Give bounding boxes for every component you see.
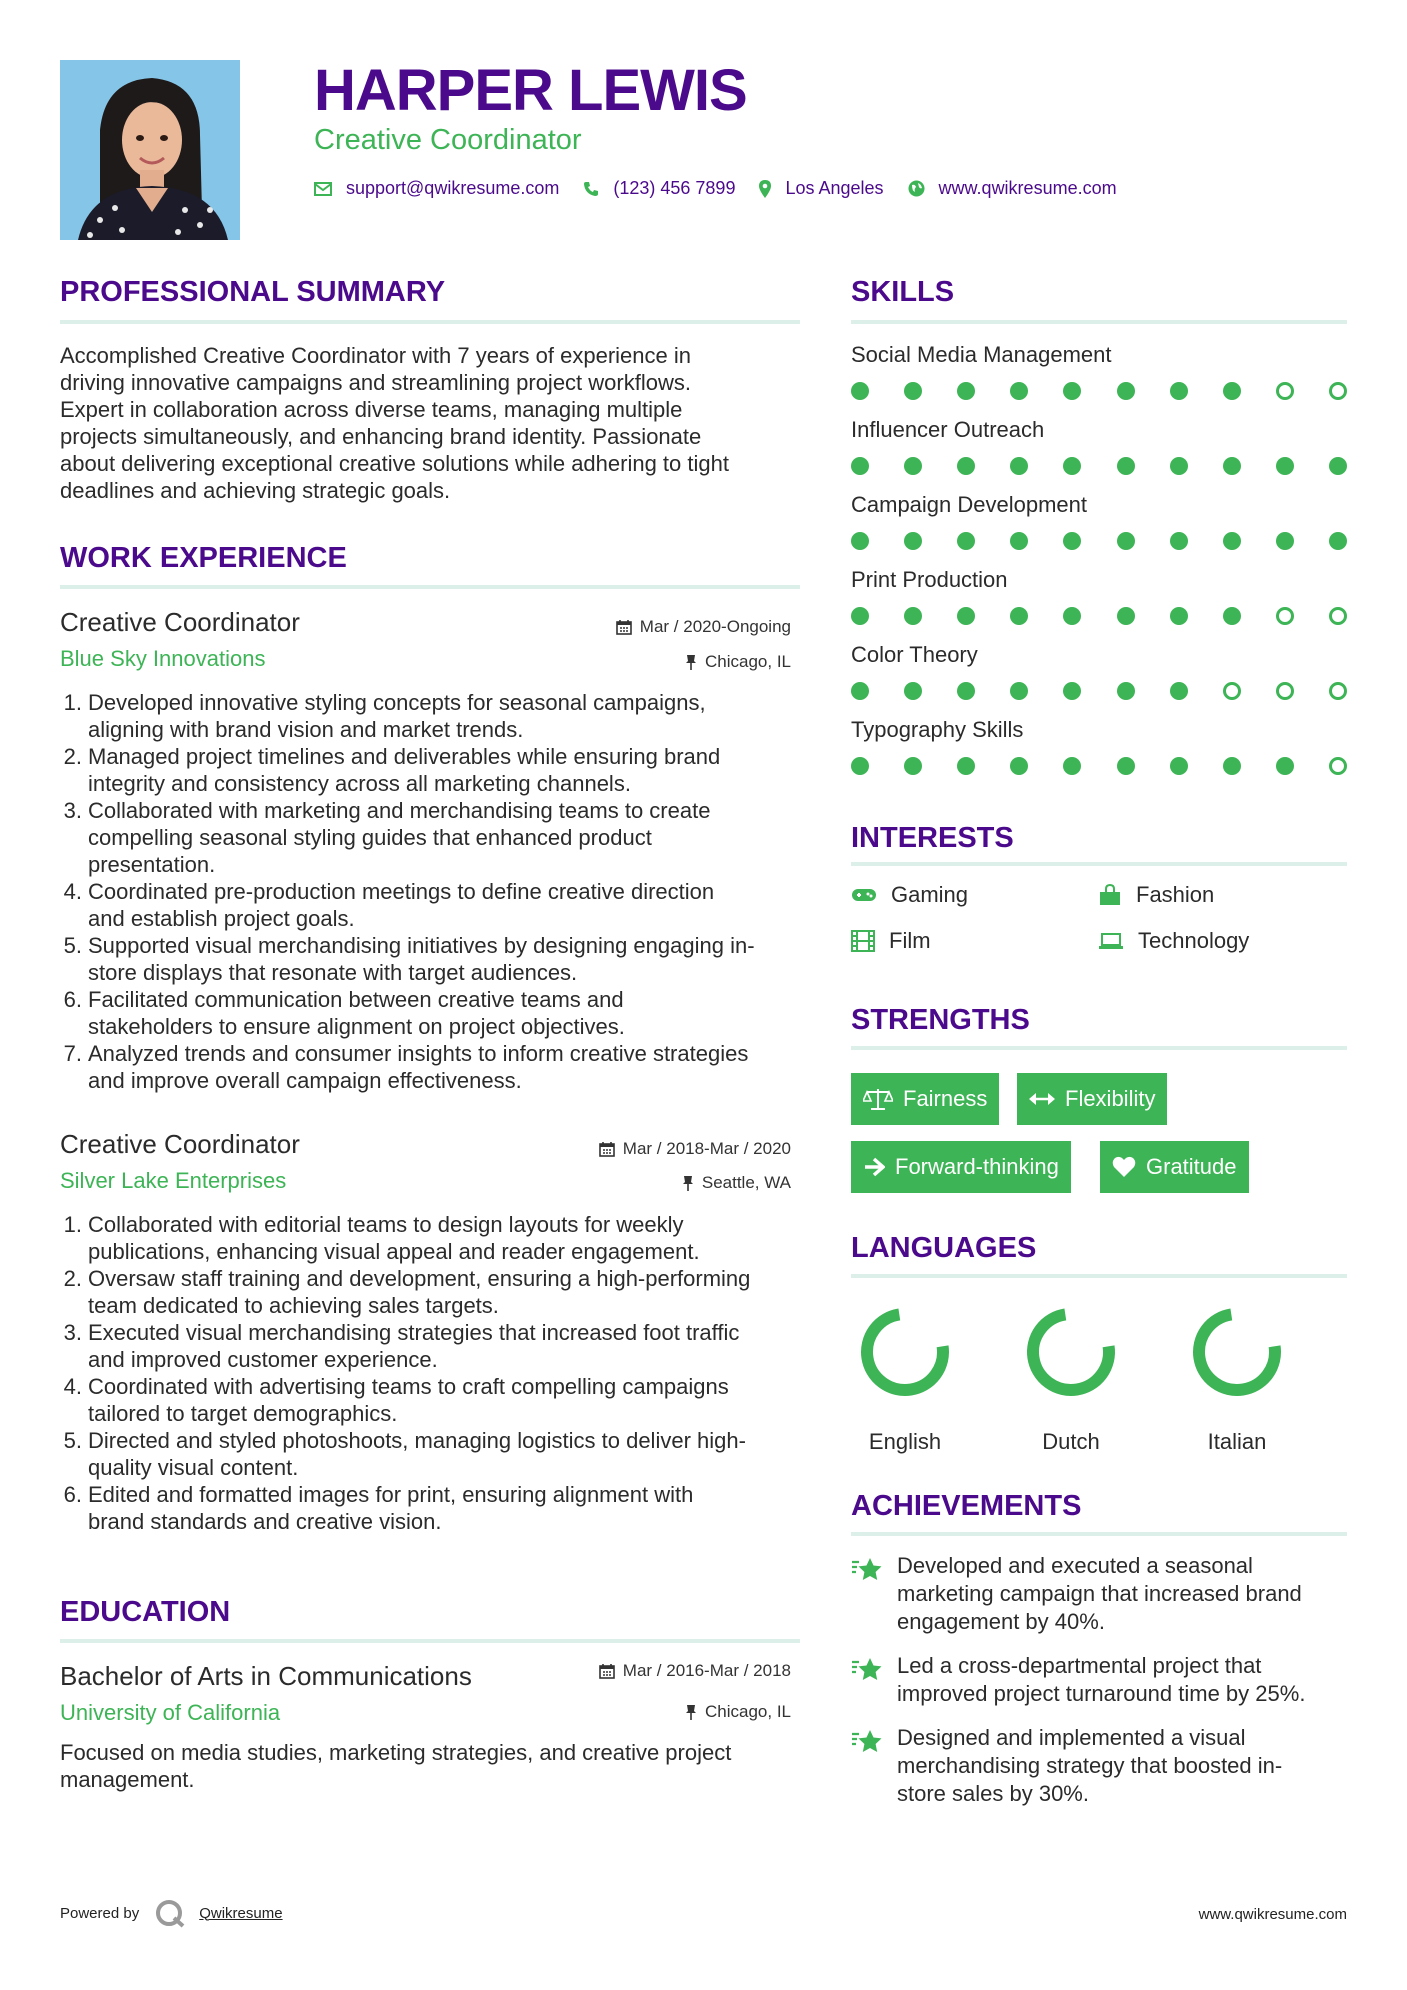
list-item: 3. Collaborated with marketing and merchandising teams to create compelling seasonal styling guides that enhanced product presentation. bbox=[63, 798, 711, 877]
skill-dot-filled bbox=[1170, 682, 1188, 700]
skill-dot-filled bbox=[1117, 607, 1135, 625]
skill-dot-filled bbox=[904, 607, 922, 625]
globe-icon bbox=[908, 180, 925, 197]
balance-scale-icon bbox=[863, 1087, 893, 1111]
footer-powered-by bbox=[60, 1898, 283, 1928]
pushpin-icon bbox=[682, 1175, 694, 1191]
interest-item bbox=[851, 882, 968, 908]
experience-heading: WORK EXPERIENCE bbox=[60, 542, 347, 574]
strength-badge bbox=[1017, 1073, 1167, 1125]
degree-title: Bachelor of Arts in Communications bbox=[60, 1661, 472, 1691]
skill-dot-filled bbox=[1223, 457, 1241, 475]
interest-label: Technology bbox=[1138, 928, 1250, 953]
job-location-text: Chicago, IL bbox=[705, 652, 791, 671]
education-date-text: Mar / 2016-Mar / 2018 bbox=[622, 1661, 791, 1680]
list-item: 5. Supported visual merchandising initiatives by designing engaging in- store displays that resonate with target audiences. bbox=[63, 933, 755, 985]
skill-dot-empty bbox=[1329, 757, 1347, 775]
company-name: Silver Lake Enterprises bbox=[60, 1168, 287, 1193]
skill-dot-filled bbox=[1063, 457, 1081, 475]
calendar-icon bbox=[599, 1663, 615, 1679]
skill-dot-empty bbox=[1329, 682, 1347, 700]
laptop-icon bbox=[1098, 932, 1124, 950]
list-item: 6. Edited and formatted images for print, ensuring alignment with brand standards and creative vision. bbox=[63, 1482, 694, 1534]
skill-dot-filled bbox=[851, 382, 869, 400]
achievement-text: Developed and executed a seasonal marketing campaign that increased brand engagement by 40%. bbox=[897, 1553, 1302, 1634]
skill-dot-filled bbox=[851, 682, 869, 700]
skill-dot-filled bbox=[957, 682, 975, 700]
summary-divider bbox=[60, 320, 800, 324]
education-date bbox=[599, 1660, 791, 1682]
achievements-divider bbox=[851, 1532, 1347, 1536]
arrows-horizontal-icon bbox=[1029, 1092, 1055, 1106]
skill-dot-filled bbox=[1010, 457, 1028, 475]
skill-dot-filled bbox=[1063, 757, 1081, 775]
skills-heading: SKILLS bbox=[851, 276, 955, 308]
skill-dot-filled bbox=[957, 532, 975, 550]
skill-dot-filled bbox=[1223, 607, 1241, 625]
languages-divider bbox=[851, 1274, 1347, 1278]
job-date bbox=[616, 616, 791, 638]
list-item: 7. Analyzed trends and consumer insights to inform creative strategies and improve overall campaign effectiveness. bbox=[63, 1041, 749, 1093]
skill-rating bbox=[851, 680, 1347, 700]
skill-dot-filled bbox=[1170, 382, 1188, 400]
envelope-icon bbox=[314, 182, 332, 196]
achievement-text: Designed and implemented a visual merchandising strategy that boosted in- store sales by 30%. bbox=[897, 1725, 1283, 1806]
contact-phone[interactable] bbox=[583, 178, 735, 199]
strength-label: Forward-thinking bbox=[895, 1154, 1059, 1179]
achievement-item bbox=[851, 1552, 1347, 1636]
skill-dot-filled bbox=[851, 757, 869, 775]
language-label: Italian bbox=[1207, 1429, 1267, 1454]
skill-dot-filled bbox=[1010, 682, 1028, 700]
skill-dot-filled bbox=[1117, 457, 1135, 475]
map-marker-icon bbox=[759, 180, 771, 198]
language-item bbox=[1187, 1302, 1287, 1455]
strength-label: Gratitude bbox=[1146, 1154, 1237, 1179]
list-item: 2. Oversaw staff training and development, ensuring a high-performing team dedicated to achieving sales targets. bbox=[63, 1266, 751, 1318]
skill-name: Social Media Management bbox=[851, 342, 1112, 367]
qwikresume-logo-icon bbox=[153, 1898, 189, 1928]
skill-dot-filled bbox=[1010, 607, 1028, 625]
skill-dot-filled bbox=[1117, 757, 1135, 775]
job-title: Creative Coordinator bbox=[60, 1129, 300, 1159]
skill-dot-filled bbox=[1170, 607, 1188, 625]
skill-rating bbox=[851, 605, 1347, 625]
skill-dot-filled bbox=[904, 757, 922, 775]
skill-name: Typography Skills bbox=[851, 717, 1024, 742]
star-icon bbox=[851, 1656, 883, 1684]
language-label: English bbox=[868, 1429, 942, 1454]
skill-dot-filled bbox=[1329, 457, 1347, 475]
job-duties-list bbox=[60, 689, 800, 1094]
education-location-text: Chicago, IL bbox=[705, 1702, 791, 1721]
languages-heading: LANGUAGES bbox=[851, 1232, 1037, 1264]
summary-line: projects simultaneously, and enhancing brand identity. Passionate bbox=[60, 424, 702, 449]
list-item: 4. Coordinated pre-production meetings to define creative direction and establish project goals. bbox=[63, 879, 715, 931]
footer-website[interactable]: www.qwikresume.com bbox=[1198, 1906, 1347, 1923]
summary-line: driving innovative campaigns and streamlining project workflows. bbox=[60, 370, 691, 395]
skill-dot-filled bbox=[851, 457, 869, 475]
job-location-text: Seattle, WA bbox=[701, 1173, 791, 1192]
skill-dot-filled bbox=[1223, 382, 1241, 400]
skill-dot-filled bbox=[1276, 457, 1294, 475]
calendar-icon bbox=[616, 619, 632, 635]
skill-dot-filled bbox=[1063, 532, 1081, 550]
skill-rating bbox=[851, 380, 1347, 400]
strength-label: Flexibility bbox=[1065, 1086, 1156, 1111]
summary-text bbox=[60, 342, 800, 504]
skill-dot-filled bbox=[851, 532, 869, 550]
achievements-heading: ACHIEVEMENTS bbox=[851, 1490, 1082, 1522]
education-divider bbox=[60, 1639, 800, 1643]
interest-item bbox=[1098, 882, 1214, 908]
job-date-text: Mar / 2018-Mar / 2020 bbox=[622, 1139, 791, 1158]
interest-label: Film bbox=[889, 928, 931, 953]
interest-item bbox=[1098, 928, 1249, 954]
skill-dot-empty bbox=[1329, 382, 1347, 400]
summary-heading: PROFESSIONAL SUMMARY bbox=[60, 276, 446, 308]
skill-dot-filled bbox=[904, 382, 922, 400]
education-location bbox=[685, 1701, 791, 1723]
skill-dot-filled bbox=[1063, 382, 1081, 400]
skill-name: Campaign Development bbox=[851, 492, 1088, 517]
interest-item bbox=[851, 928, 931, 954]
language-level-arc bbox=[1199, 1314, 1275, 1390]
job-duties-list bbox=[60, 1211, 800, 1535]
skill-dot-filled bbox=[1276, 757, 1294, 775]
skill-dot-filled bbox=[1170, 757, 1188, 775]
skill-dot-filled bbox=[1223, 532, 1241, 550]
shopping-bag-icon bbox=[1098, 884, 1122, 906]
skill-dot-filled bbox=[1063, 607, 1081, 625]
list-item: 1. Collaborated with editorial teams to design layouts for weekly publications, enhancing visual appeal and reader engagement. bbox=[63, 1212, 700, 1264]
arrow-right-icon bbox=[863, 1157, 885, 1177]
skill-dot-empty bbox=[1276, 382, 1294, 400]
skill-dot-filled bbox=[1117, 682, 1135, 700]
profile-photo bbox=[60, 60, 240, 240]
education-description: Focused on media studies, marketing strategies, and creative project management. bbox=[60, 1740, 732, 1792]
qwikresume-link[interactable]: Qwikresume bbox=[199, 1904, 283, 1922]
strengths-heading: STRENGTHS bbox=[851, 1004, 1030, 1036]
strength-badge bbox=[851, 1141, 1071, 1193]
skill-dot-empty bbox=[1223, 682, 1241, 700]
list-item: 4. Coordinated with advertising teams to craft compelling campaigns tailored to target demographics. bbox=[63, 1374, 729, 1426]
summary-line: about delivering exceptional creative solutions while adhering to tight bbox=[60, 451, 729, 476]
skill-dot-empty bbox=[1276, 682, 1294, 700]
skill-dot-filled bbox=[1117, 382, 1135, 400]
language-level-ring bbox=[855, 1302, 955, 1402]
skill-dot-filled bbox=[1170, 457, 1188, 475]
skill-rating bbox=[851, 755, 1347, 775]
skill-dot-filled bbox=[957, 757, 975, 775]
achievement-item bbox=[851, 1724, 1347, 1808]
language-level-ring bbox=[1021, 1302, 1121, 1402]
skill-dot-filled bbox=[1010, 532, 1028, 550]
phone-icon bbox=[583, 181, 599, 197]
email-text: support@qwikresume.com bbox=[346, 178, 560, 198]
calendar-icon bbox=[599, 1141, 615, 1157]
achievement-item bbox=[851, 1652, 1347, 1708]
skill-dot-filled bbox=[1010, 382, 1028, 400]
interests-divider bbox=[851, 862, 1347, 866]
skill-dot-filled bbox=[1063, 682, 1081, 700]
skill-dot-filled bbox=[957, 457, 975, 475]
interest-label: Fashion bbox=[1136, 882, 1215, 907]
language-item bbox=[855, 1302, 955, 1455]
strength-badge bbox=[851, 1073, 999, 1125]
skill-dot-filled bbox=[1010, 757, 1028, 775]
job-date-text: Mar / 2020-Ongoing bbox=[639, 617, 791, 636]
contact-website[interactable] bbox=[908, 178, 1117, 199]
job-title: Creative Coordinator bbox=[60, 607, 300, 637]
candidate-name: HARPER LEWIS bbox=[314, 58, 747, 123]
skill-dot-filled bbox=[1117, 532, 1135, 550]
experience-divider bbox=[60, 585, 800, 589]
skill-rating bbox=[851, 455, 1347, 475]
pushpin-icon bbox=[685, 654, 697, 670]
skill-dot-filled bbox=[1170, 532, 1188, 550]
skill-dot-filled bbox=[1329, 532, 1347, 550]
school-name: University of California bbox=[60, 1700, 281, 1725]
skill-dot-filled bbox=[1276, 532, 1294, 550]
website-text: www.qwikresume.com bbox=[938, 178, 1117, 198]
skill-name: Print Production bbox=[851, 567, 1008, 592]
heart-icon bbox=[1112, 1156, 1136, 1178]
achievement-text: Led a cross-departmental project that improved project turnaround time by 25%. bbox=[897, 1653, 1306, 1706]
skill-dot-filled bbox=[851, 607, 869, 625]
film-icon bbox=[851, 930, 875, 952]
skill-dot-empty bbox=[1329, 607, 1347, 625]
language-level-arc bbox=[867, 1314, 943, 1390]
list-item: 2. Managed project timelines and deliverables while ensuring brand integrity and consistency across all marketing channels. bbox=[63, 744, 721, 796]
skill-dot-filled bbox=[904, 682, 922, 700]
company-name: Blue Sky Innovations bbox=[60, 646, 266, 671]
job-location bbox=[682, 1172, 791, 1194]
contact-email[interactable] bbox=[314, 178, 559, 199]
skill-name: Influencer Outreach bbox=[851, 417, 1045, 442]
candidate-title: Creative Coordinator bbox=[314, 124, 582, 156]
education-heading: EDUCATION bbox=[60, 1596, 231, 1628]
skill-dot-empty bbox=[1276, 607, 1294, 625]
strength-label: Fairness bbox=[903, 1086, 988, 1111]
skill-dot-filled bbox=[957, 607, 975, 625]
contact-bar bbox=[314, 178, 1117, 199]
gamepad-icon bbox=[851, 887, 877, 903]
powered-by-text: Powered by bbox=[60, 1904, 140, 1922]
job-location bbox=[685, 651, 791, 673]
interests-heading: INTERESTS bbox=[851, 822, 1014, 854]
star-icon bbox=[851, 1728, 883, 1756]
phone-text: (123) 456 7899 bbox=[613, 178, 736, 198]
list-item: 1. Developed innovative styling concepts for seasonal campaigns, aligning with brand vision and market trends. bbox=[63, 690, 706, 742]
list-item: 5. Directed and styled photoshoots, managing logistics to deliver high- quality visual content. bbox=[63, 1428, 746, 1480]
summary-line: Expert in collaboration across diverse teams, managing multiple bbox=[60, 397, 683, 422]
strengths-divider bbox=[851, 1046, 1347, 1050]
skill-dot-filled bbox=[1223, 757, 1241, 775]
skill-dot-filled bbox=[904, 457, 922, 475]
skill-rating bbox=[851, 530, 1347, 550]
summary-line: Accomplished Creative Coordinator with 7 years of experience in bbox=[60, 343, 691, 368]
summary-line: deadlines and achieving strategic goals. bbox=[60, 478, 451, 503]
job-date bbox=[599, 1138, 791, 1160]
skill-dot-filled bbox=[904, 532, 922, 550]
interest-label: Gaming bbox=[891, 882, 969, 907]
skill-name: Color Theory bbox=[851, 642, 978, 667]
list-item: 3. Executed visual merchandising strategies that increased foot traffic and improved customer experience. bbox=[63, 1320, 740, 1372]
language-level-arc bbox=[1033, 1314, 1109, 1390]
contact-location bbox=[759, 178, 883, 199]
star-icon bbox=[851, 1556, 883, 1584]
pushpin-icon bbox=[685, 1704, 697, 1720]
language-level-ring bbox=[1187, 1302, 1287, 1402]
skills-divider bbox=[851, 320, 1347, 324]
location-text: Los Angeles bbox=[785, 178, 884, 198]
language-item bbox=[1021, 1302, 1121, 1455]
strength-badge bbox=[1100, 1141, 1249, 1193]
list-item: 6. Facilitated communication between creative teams and stakeholders to ensure alignment on project objectives. bbox=[63, 987, 625, 1039]
language-label: Dutch bbox=[1042, 1429, 1100, 1454]
skill-dot-filled bbox=[957, 382, 975, 400]
